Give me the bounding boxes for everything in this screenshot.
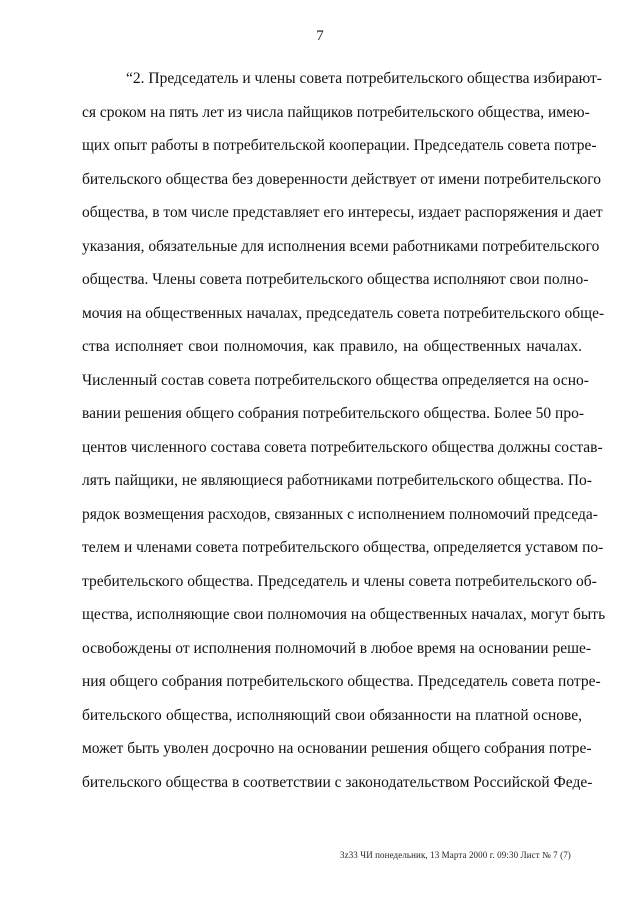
text-line: рядок возмещения расходов, связанных с исполнением полномочий председа- [82,505,598,523]
text-line: ся сроком на пять лет из числа пайщиков потребительского общества, имею- [82,103,590,121]
text-line: бительского общества в соответствии с законодательством Российской Феде- [82,773,593,791]
paragraph [82,62,606,799]
text-line: общества, в том числе представляет его интересы, издает распоряжения и дает [82,204,603,221]
text-line: может быть уволен досрочно на основании решения общего собрания потре- [82,740,592,757]
text-line: щества, исполняющие свои полномочия на общественных началах, могут быть [82,606,606,623]
text-line: центов численного состава совета потребительского общества должны состав- [82,438,603,456]
document-footer: 3z33 ЧИ понедельник, 13 Марта 2000 г. 09:30 Лист № 7 (7) [340,850,571,860]
text-line: Численный состав совета потребительского общества определяется на осно- [82,371,589,389]
text-line: требительского общества. Председатель и члены совета потребительского об- [82,572,597,590]
text-line: бительского общества, исполняющий свои обязанности на платной основе, [82,706,582,724]
text-line: общества. Члены совета потребительского общества исполняют свои полно- [82,271,589,288]
text-line: лять пайщики, не являющиеся работниками потребительского общества. По- [82,472,592,489]
text-line: ния общего собрания потребительского общества. Председатель совета потре- [82,673,601,690]
text-line: освобождены от исполнения полномочий в любое время на основании реше- [82,639,592,657]
text-line: бительского общества без доверенности действует от имени потребительского [82,170,602,188]
text-line: “2. Председатель и члены совета потребительского общества избирают- [126,70,602,87]
text-line: указания, обязательные для исполнения всеми работниками потребительского [82,237,600,255]
text-line: телем и членами совета потребительского общества, определяется уставом по- [82,539,604,556]
text-line: ства исполняет свои полномочия, как правило, на общественных началах. [82,338,582,355]
text-line: мочия на общественных началах, председатель совета потребительского обще- [82,304,605,322]
text-line: щих опыт работы в потребительской кооперации. Председатель совета потре- [82,137,597,154]
page-number: 7 [316,28,324,44]
text-line: вании решения общего собрания потребительского общества. Более 50 про- [82,405,585,422]
